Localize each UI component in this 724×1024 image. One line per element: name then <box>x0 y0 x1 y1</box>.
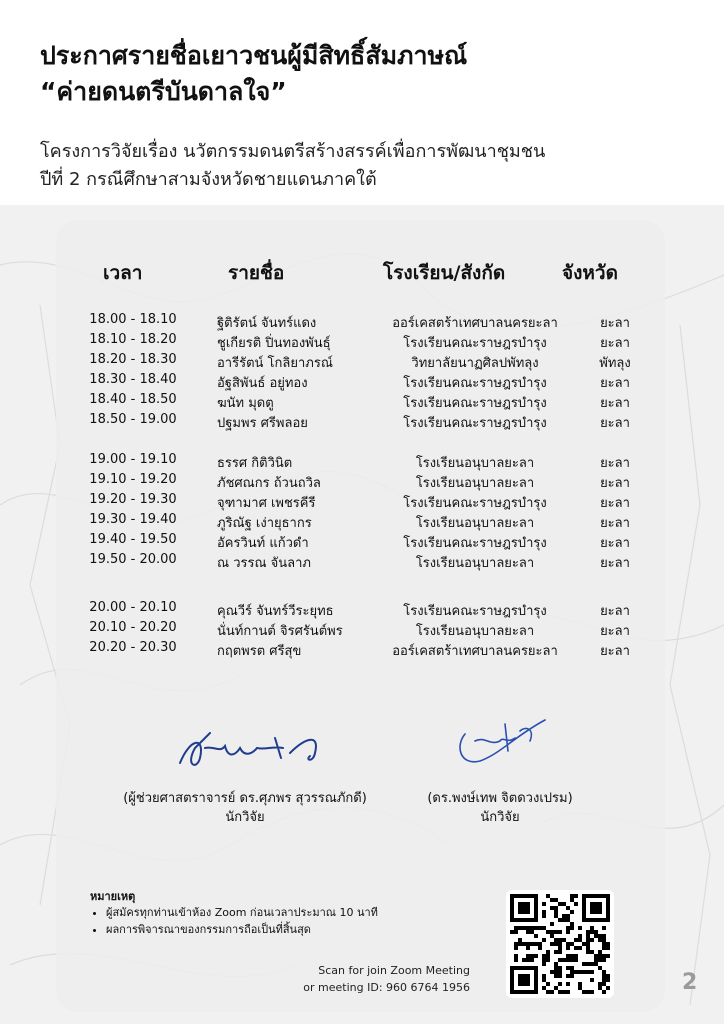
row-name: ภูริณัฐ เง่ายุธากร <box>217 516 312 531</box>
page-subtitle <box>40 138 700 194</box>
row-time: 20.20 - 20.30 <box>89 640 177 655</box>
row-time: 19.10 - 19.20 <box>89 472 177 487</box>
row-time: 18.20 - 18.30 <box>89 352 177 367</box>
row-province: พัทลุง <box>599 356 631 371</box>
row-time: 18.30 - 18.40 <box>89 372 177 387</box>
table-row <box>0 452 724 472</box>
signature-1-role: นักวิจัย <box>225 810 265 825</box>
row-province: ยะลา <box>600 644 630 659</box>
signature-1-block <box>105 789 385 827</box>
zoom-info <box>280 962 470 996</box>
row-time: 19.00 - 19.10 <box>89 452 177 467</box>
row-time: 19.40 - 19.50 <box>89 532 177 547</box>
row-name: ณ วรรณ จันลาภ <box>217 556 311 571</box>
row-school: โรงเรียนคณะราษฎรบำรุง <box>403 416 547 431</box>
row-school: โรงเรียนคณะราษฎรบำรุง <box>403 396 547 411</box>
notes-title: หมายเหตุ <box>90 890 136 903</box>
row-province: ยะลา <box>600 376 630 391</box>
table-row <box>0 640 724 660</box>
row-name: อัครวินท์ แก้วดำ <box>217 536 309 551</box>
row-province: ยะลา <box>600 416 630 431</box>
row-province: ยะลา <box>600 516 630 531</box>
row-name: คุณวีร์ จันทร์วีระยุทธ <box>217 604 334 619</box>
note-item: • ผลการพิจารณาของกรรมการถือเป็นที่สิ้นสุด <box>106 921 378 938</box>
qr-code-icon <box>510 894 610 994</box>
table-row <box>0 512 724 532</box>
row-school: โรงเรียนอนุบาลยะลา <box>415 476 535 491</box>
row-school: โรงเรียนอนุบาลยะลา <box>415 624 535 639</box>
row-province: ยะลา <box>600 624 630 639</box>
row-province: ยะลา <box>600 604 630 619</box>
subtitle-line-2: ปีที่ 2 กรณีศึกษาสามจังหวัดชายแดนภาคใต้ <box>40 169 377 190</box>
signature-2-icon <box>445 706 565 776</box>
row-time: 19.20 - 19.30 <box>89 492 177 507</box>
table-row <box>0 552 724 572</box>
row-school: โรงเรียนอนุบาลยะลา <box>415 556 535 571</box>
table-row <box>0 392 724 412</box>
signature-2-role: นักวิจัย <box>480 810 520 825</box>
row-school: โรงเรียนคณะราษฎรบำรุง <box>403 336 547 351</box>
note-item: • ผู้สมัครทุกท่านเข้าห้อง Zoom ก่อนเวลาประมาณ 10 นาที <box>106 904 378 921</box>
zoom-qr-code[interactable] <box>506 890 614 998</box>
title-line-2: “ค่ายดนตรีบันดาลใจ” <box>40 77 287 106</box>
table-row <box>0 492 724 512</box>
signature-1-name: (ผู้ช่วยศาสตราจารย์ ดร.ศุภพร สุวรรณภักดี) <box>123 791 367 806</box>
row-time: 19.50 - 20.00 <box>89 552 177 567</box>
row-school: โรงเรียนคณะราษฎรบำรุง <box>403 376 547 391</box>
title-line-1: ประกาศรายชื่อเยาวชนผู้มีสิทธิ์สัมภาษณ์ <box>40 41 468 70</box>
notes-list <box>88 904 378 938</box>
row-school: โรงเรียนคณะราษฎรบำรุง <box>403 536 547 551</box>
header-province: จังหวัด <box>562 262 618 284</box>
signature-1-icon <box>165 718 345 778</box>
signature-2-block <box>410 789 590 827</box>
row-school: โรงเรียนอนุบาลยะลา <box>415 516 535 531</box>
row-province: ยะลา <box>600 396 630 411</box>
row-school: โรงเรียนคณะราษฎรบำรุง <box>403 604 547 619</box>
row-province: ยะลา <box>600 496 630 511</box>
table-row <box>0 472 724 492</box>
row-school: ออร์เคสตร้าเทศบาลนครยะลา <box>392 644 558 659</box>
signature-2-name: (ดร.พงษ์เทพ จิตดวงเปรม) <box>427 791 573 806</box>
row-name: ภัชศณกร ถ้วนถวิล <box>217 476 321 491</box>
row-time: 18.50 - 19.00 <box>89 412 177 427</box>
row-province: ยะลา <box>600 476 630 491</box>
zoom-scan-text: Scan for join Zoom Meeting <box>318 964 470 977</box>
row-time: 18.40 - 18.50 <box>89 392 177 407</box>
table-row <box>0 532 724 552</box>
row-name: ฆนัท มุดตู <box>217 396 274 411</box>
row-province: ยะลา <box>600 336 630 351</box>
table-row <box>0 312 724 332</box>
row-time: 19.30 - 19.40 <box>89 512 177 527</box>
table-row <box>0 352 724 372</box>
row-name: กฤตพรต ศรีสุข <box>217 644 302 659</box>
row-name: นั่นท์กานต์ จิรศรันต์พร <box>217 624 343 639</box>
header-name: รายชื่อ <box>228 262 285 284</box>
row-time: 18.00 - 18.10 <box>89 312 177 327</box>
page-title <box>40 38 690 110</box>
row-name: ชูเกียรติ ปิ่นทองพันธุ์ <box>217 336 331 351</box>
table-row <box>0 332 724 352</box>
row-name: ฐิติรัตน์ จันทร์แดง <box>217 316 317 331</box>
subtitle-line-1: โครงการวิจัยเรื่อง นวัตกรรมดนตรีสร้างสรรค์เพื่อการพัฒนาชุมชน <box>40 141 546 162</box>
row-time: 20.10 - 20.20 <box>89 620 177 635</box>
table-row <box>0 620 724 640</box>
row-name: อารีรัตน์ โกลิยาภรณ์ <box>217 356 333 371</box>
row-province: ยะลา <box>600 316 630 331</box>
row-school: วิทยาลัยนาฏศิลปพัทลุง <box>411 356 539 371</box>
row-school: โรงเรียนคณะราษฎรบำรุง <box>403 496 547 511</box>
page-number: 2 <box>682 970 698 995</box>
table-row <box>0 600 724 620</box>
row-name: จุฑามาศ เพชรคีรี <box>217 496 316 511</box>
header-time: เวลา <box>103 262 143 284</box>
row-province: ยะลา <box>600 536 630 551</box>
row-name: อัฐสิพันธ์ อยู่ทอง <box>217 376 308 391</box>
row-time: 18.10 - 18.20 <box>89 332 177 347</box>
row-province: ยะลา <box>600 456 630 471</box>
row-school: ออร์เคสตร้าเทศบาลนครยะลา <box>392 316 558 331</box>
zoom-meeting-id: or meeting ID: 960 6764 1956 <box>303 981 470 994</box>
header-school: โรงเรียน/สังกัด <box>383 262 506 284</box>
table-row <box>0 372 724 392</box>
row-name: ปฐมพร ศรีพลอย <box>217 416 308 431</box>
table-row <box>0 412 724 432</box>
row-name: ธรรศ กิติวินิต <box>217 456 293 471</box>
row-province: ยะลา <box>600 556 630 571</box>
row-school: โรงเรียนอนุบาลยะลา <box>415 456 535 471</box>
row-time: 20.00 - 20.10 <box>89 600 177 615</box>
